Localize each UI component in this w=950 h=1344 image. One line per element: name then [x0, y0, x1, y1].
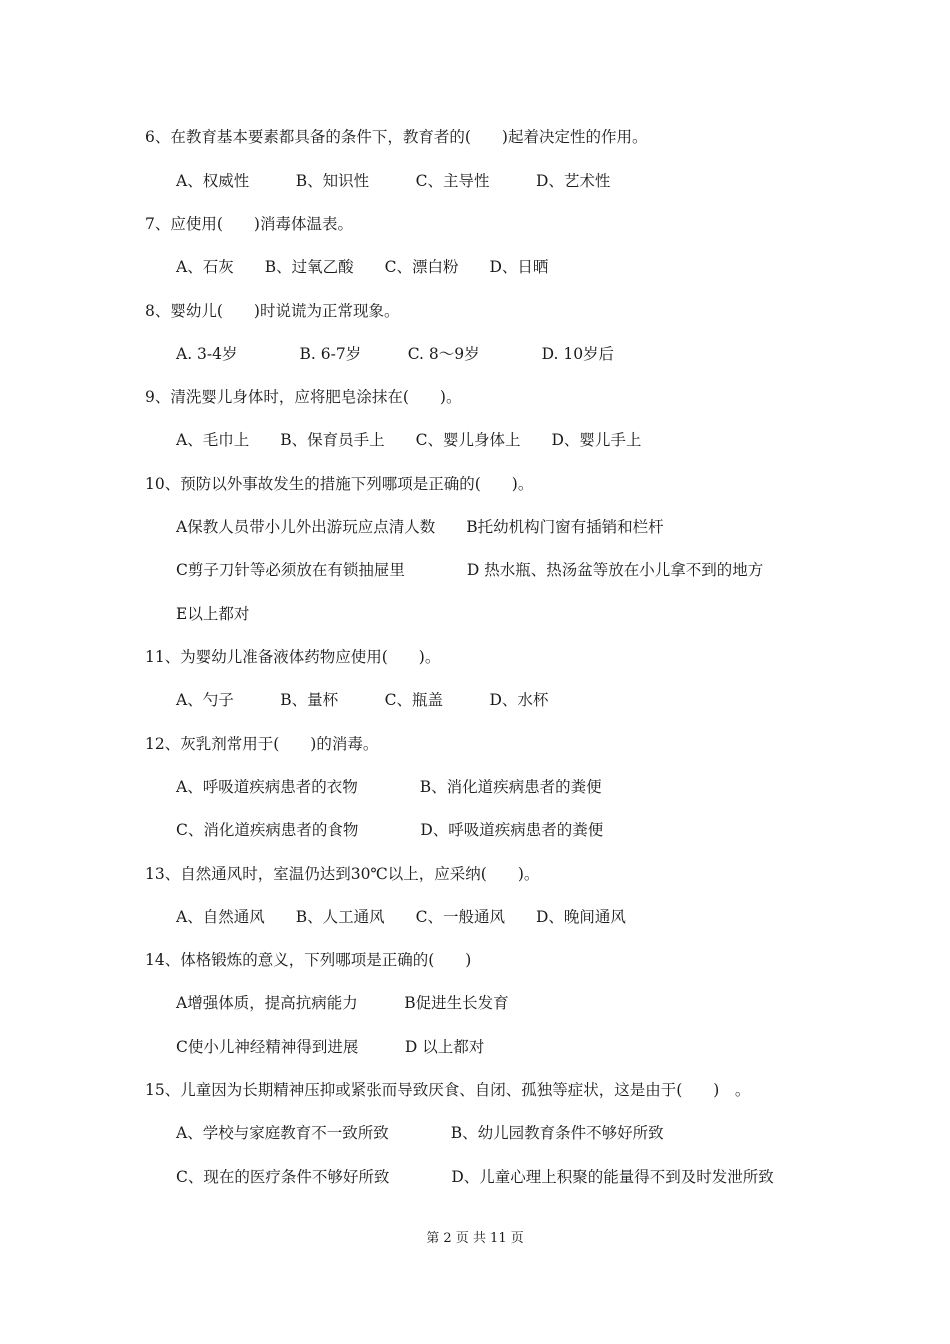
- question-11: 11、为婴幼儿准备液体药物应使用( )。: [145, 648, 441, 666]
- options-9: A、毛巾上 B、保育员手上 C、婴儿身体上 D、婴儿手上: [176, 431, 642, 449]
- question-14: 14、体格锻炼的意义，下列哪项是正确的( ): [145, 951, 472, 969]
- question-10: 10、预防以外事故发生的措施下列哪项是正确的( )。: [145, 475, 534, 493]
- options-6: A、权威性 B、知识性 C、主导性 D、艺术性: [176, 172, 611, 190]
- options-12-ab: A、呼吸道疾病患者的衣物 B、消化道疾病患者的粪便: [176, 778, 602, 796]
- options-15-cd: C、现在的医疗条件不够好所致 D、儿童心理上积聚的能量得不到及时发泄所致: [176, 1168, 774, 1186]
- options-12-cd: C、消化道疾病患者的食物 D、呼吸道疾病患者的粪便: [176, 821, 604, 839]
- options-14-cd: C使小儿神经精神得到进展 D 以上都对: [176, 1038, 485, 1056]
- options-10-e: E以上都对: [176, 605, 250, 623]
- page-footer: 第 2 页 共 11 页: [426, 1231, 524, 1246]
- question-6: 6、在教育基本要素都具备的条件下，教育者的( )起着决定性的作用。: [145, 128, 648, 146]
- question-7: 7、应使用( )消毒体温表。: [145, 215, 353, 233]
- question-8: 8、婴幼儿( )时说谎为正常现象。: [145, 302, 400, 320]
- options-11: A、勺子 B、量杯 C、瓶盖 D、水杯: [176, 691, 549, 709]
- options-10-cd: C剪子刀针等必须放在有锁抽屉里 D 热水瓶、热汤盆等放在小儿拿不到的地方: [176, 561, 764, 579]
- options-7: A、石灰 B、过氧乙酸 C、漂白粉 D、日晒: [176, 258, 549, 276]
- options-8: A. 3-4岁 B. 6-7岁 C. 8～9岁 D. 10岁后: [176, 345, 615, 363]
- question-9: 9、清洗婴儿身体时，应将肥皂涂抹在( )。: [145, 388, 462, 406]
- question-15: 15、儿童因为长期精神压抑或紧张而导致厌食、自闭、孤独等症状，这是由于( ) 。: [145, 1081, 751, 1099]
- options-14-ab: A增强体质，提高抗病能力 B促进生长发育: [176, 994, 509, 1012]
- question-13: 13、自然通风时，室温仍达到30℃以上，应采纳( )。: [145, 865, 540, 883]
- options-13: A、自然通风 B、人工通风 C、一般通风 D、晚间通风: [176, 908, 626, 926]
- options-15-ab: A、学校与家庭教育不一致所致 B、幼儿园教育条件不够好所致: [176, 1124, 664, 1142]
- question-12: 12、灰乳剂常用于( )的消毒。: [145, 735, 379, 753]
- options-10-ab: A保教人员带小儿外出游玩应点清人数 B托幼机构门窗有插销和栏杆: [176, 518, 664, 536]
